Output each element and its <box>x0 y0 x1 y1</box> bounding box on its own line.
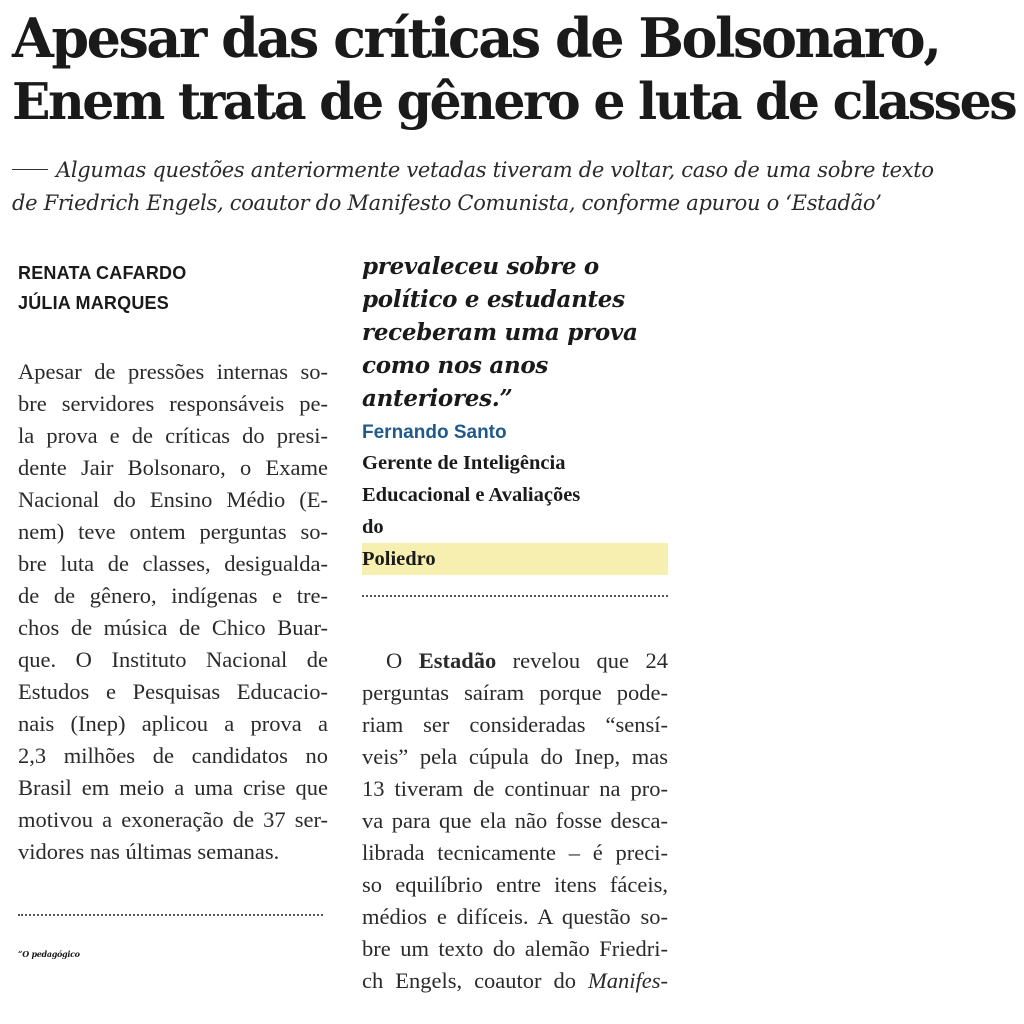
body-line: de de gênero, indígenas e tre- <box>18 583 328 608</box>
left-column <box>18 258 328 971</box>
body-line: 13 tiveram de continuar na pro- <box>362 776 668 801</box>
dotted-divider <box>362 595 668 597</box>
body-line: Apesar de pressões internas so- <box>18 359 328 384</box>
body-line: 2,3 milhões de candidatos no <box>18 743 328 768</box>
subheadline <box>12 154 1012 220</box>
body-line: riam ser consideradas “sensí- <box>362 712 668 737</box>
body-line: veis” pela cúpula do Inep, mas <box>362 744 668 769</box>
body-line: motivou a exoneração de 37 ser- <box>18 807 328 832</box>
body-line: so equilíbrio entre itens fáceis, <box>362 872 668 897</box>
speaker-role-line: Gerente de Inteligência <box>362 452 566 474</box>
body-word: ch Engels, coautor do <box>362 968 577 993</box>
manifesto-title: Manifes- <box>588 968 668 993</box>
body-line: vidores nas últimas semanas. <box>18 839 280 864</box>
body-word: revelou que 24 <box>512 648 668 673</box>
body-line: nais (Inep) aplicou a prova a <box>18 711 328 736</box>
dotted-divider <box>18 914 323 916</box>
body-line: librada tecnicamente – é preci- <box>362 840 668 865</box>
pull-quote-line: “O pedagógico <box>18 949 80 959</box>
body-line: va para que ela não fosse desca- <box>362 808 668 833</box>
speaker-role-prefix: do <box>362 516 384 538</box>
pull-quote-line: como nos anos <box>362 352 549 379</box>
quote-speaker-name: Fernando Santo <box>362 422 507 443</box>
byline <box>18 258 328 318</box>
byline-author-2: JÚLIA MARQUES <box>18 293 169 313</box>
body-line: Brasil em meio a uma crise que <box>18 775 328 800</box>
byline-author-1: RENATA CAFARDO <box>18 263 187 283</box>
body-line: la prova e de críticas do presi- <box>18 423 328 448</box>
pull-quote-line: anteriores.” <box>362 385 513 412</box>
pull-quote-line: receberam uma prova <box>362 319 638 346</box>
speaker-role-line <box>362 511 668 575</box>
headline-line-2: Enem trata de gênero e luta de classes <box>12 72 1016 131</box>
body-line: médios e difíceis. A questão so- <box>362 904 668 929</box>
speaker-org-highlight: Poliedro <box>362 543 668 575</box>
pull-quote-continuation <box>362 250 668 415</box>
body-line: chos de música de Chico Buar- <box>18 615 328 640</box>
body-line: perguntas saíram porque pode- <box>362 680 668 705</box>
body-line: nem) teve ontem perguntas so- <box>18 519 328 544</box>
left-body-text <box>18 356 328 868</box>
body-word: O <box>386 648 403 673</box>
pull-quote-line: político e estudantes <box>362 286 625 313</box>
body-line <box>362 645 668 677</box>
subheadline-dash <box>12 169 48 170</box>
body-line: bre servidores responsáveis pe- <box>18 391 328 416</box>
body-line: Nacional do Ensino Médio (E- <box>18 487 328 512</box>
subheadline-line-1-text: Algumas questões anteriormente vetadas tiveram de voltar, caso de uma sobre texto <box>56 158 934 182</box>
headline-line-1: Apesar das críticas de Bolsonaro, <box>12 6 940 70</box>
headline <box>12 6 1016 134</box>
body-line: dente Jair Bolsonaro, o Exame <box>18 455 328 480</box>
estadao-name: Estadão <box>418 648 497 673</box>
pull-quote-start <box>18 938 328 971</box>
body-line: bre luta de classes, desigualda- <box>18 551 328 576</box>
quote-speaker-role <box>362 447 668 575</box>
speaker-role-line: Educacional e Avaliações <box>362 484 581 506</box>
subheadline-line-1 <box>12 154 1012 187</box>
subheadline-line-2: de Friedrich Engels, coautor do Manifesto Comunista, conforme apurou o ‘Estadão’ <box>12 191 882 215</box>
right-column <box>362 250 668 997</box>
body-line: bre um texto do alemão Friedri- <box>362 936 668 961</box>
pull-quote-line: prevaleceu sobre o <box>362 253 599 280</box>
right-body-text <box>362 645 668 997</box>
body-line <box>362 965 668 997</box>
body-line: que. O Instituto Nacional de <box>18 647 328 672</box>
body-line: Estudos e Pesquisas Educacio- <box>18 679 328 704</box>
